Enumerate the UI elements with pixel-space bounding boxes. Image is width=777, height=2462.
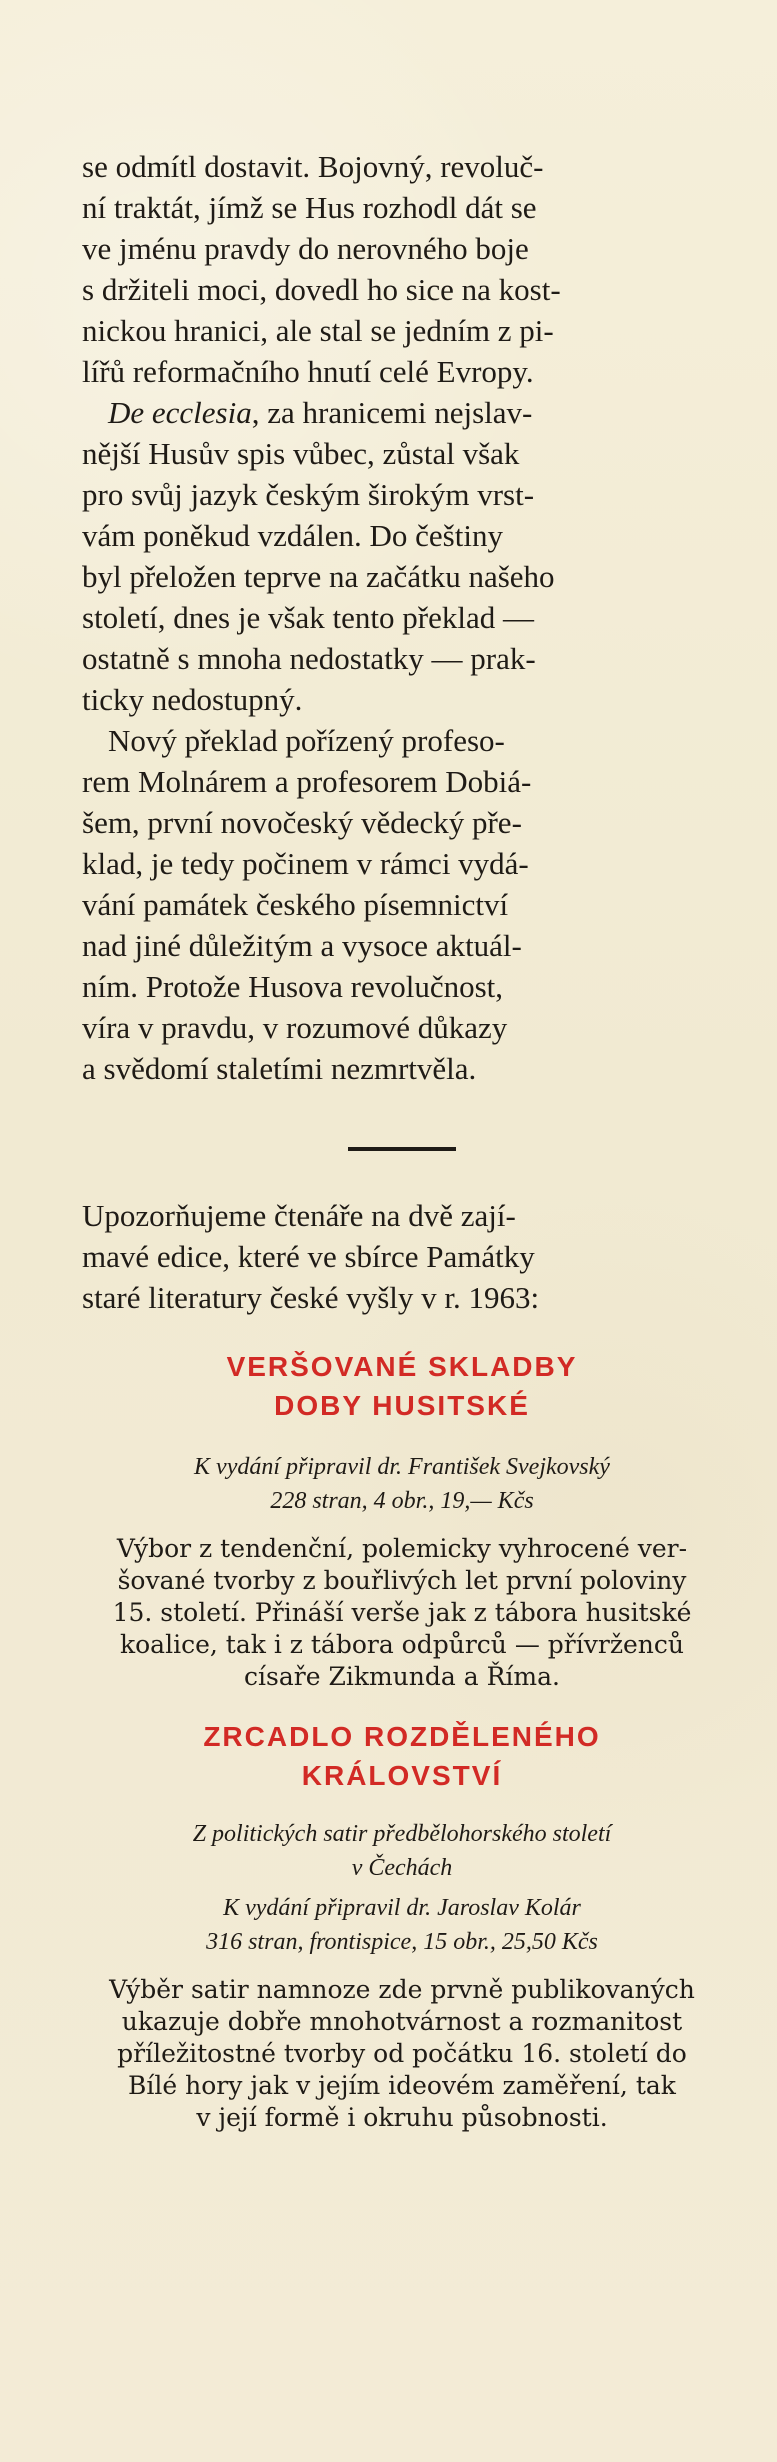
intro-line-2: mavé edice, které ve sbírce Památky <box>82 1239 535 1274</box>
paragraph-3-line-7: ním. Protože Husova revolučnost, <box>82 969 504 1004</box>
book-2-subtitle <box>82 1817 722 1885</box>
book-2-description-line-3: příležitostné tvorby od počátku 16. století do <box>117 2039 687 2068</box>
book-1-description-line-3: 15. století. Přináší verše jak z tábora husitské <box>112 1598 692 1627</box>
book-1-title <box>82 1347 722 1425</box>
book-1-meta-line-1: K vydání připravil dr. František Svejkovský <box>194 1454 610 1480</box>
book-2-description-line-1: Výběr satir namnoze zde prvně publikovaných <box>109 1975 695 2004</box>
paragraph-3-line-4: klad, je tedy počinem v rámci vydá- <box>82 846 529 881</box>
paragraph-2-line-5: byl přeložen teprve na začátku našeho <box>82 559 555 594</box>
book-1-description-line-4: koalice, tak i z tábora odpůrců — přívrženců <box>119 1630 684 1659</box>
paragraph-2-line-6: století, dnes je však tento překlad — <box>82 600 534 635</box>
section-divider <box>348 1147 456 1151</box>
paragraph-2-line-2: nější Husův spis vůbec, zůstal však <box>82 436 520 471</box>
book-2-description-line-4: Bílé hory jak v jejím ideovém zaměření, tak <box>128 2071 676 2100</box>
book-1-title-line-2: DOBY HUSITSKÉ <box>274 1390 530 1421</box>
paragraph-2-line-7: ostatně s mnoha nedostatky — prak- <box>82 641 536 676</box>
paragraph-2-line-8: ticky nedostupný. <box>82 682 303 717</box>
book-2-description-line-5: v její formě i okruhu působnosti. <box>196 2103 608 2132</box>
paragraph-3-line-1: Nový překlad pořízený profeso- <box>108 723 505 758</box>
paragraph-2-line-3: pro svůj jazyk českým širokým vrst- <box>82 477 535 512</box>
intro-paragraph <box>82 1195 722 1318</box>
paragraph-2-line-1: De ecclesia, za hranicemi nejslav- <box>108 395 533 430</box>
body-paragraph-3 <box>82 720 722 1089</box>
paragraph-1-line-3: ve jménu pravdy do nerovného boje <box>82 231 529 266</box>
paragraph-1-line-5: nickou hranici, ale stal se jedním z pi- <box>82 313 554 348</box>
book-2-title <box>82 1717 722 1795</box>
book-1-description <box>82 1533 722 1693</box>
book-2-subtitle-line-1: Z politických satir předbělohorského století <box>192 1821 612 1847</box>
paragraph-3-line-2: rem Molnárem a profesorem Dobiá- <box>82 764 532 799</box>
book-1-meta <box>82 1450 722 1518</box>
book-1-meta-line-2: 228 stran, 4 obr., 19,— Kčs <box>270 1488 534 1514</box>
book-2-title-line-1: ZRCADLO ROZDĚLENÉHO <box>203 1721 601 1752</box>
book-2-description <box>82 1974 722 2134</box>
body-paragraph-2 <box>82 392 722 720</box>
book-1-description-line-1: Výbor z tendenční, polemicky vyhrocené ver- <box>116 1534 688 1563</box>
book-2-meta-line-2: 316 stran, frontispice, 15 obr., 25,50 Kčs <box>206 1929 598 1955</box>
paragraph-3-line-9: a svědomí staletími nezmrtvěla. <box>82 1051 477 1086</box>
book-2-meta <box>82 1891 722 1959</box>
paragraph-2-line-4: vám poněkud vzdálen. Do češtiny <box>82 518 503 553</box>
book-1-title-line-1: VERŠOVANÉ SKLADBY <box>226 1351 578 1382</box>
book-2-subtitle-line-2: v Čechách <box>351 1855 453 1881</box>
book-entry-1 <box>82 1347 722 1693</box>
latin-title: De ecclesia <box>108 395 252 430</box>
book-2-description-line-2: ukazuje dobře mnohotvárnost a rozmanitost <box>121 2007 683 2036</box>
paragraph-1-line-4: s držiteli moci, dovedl ho sice na kost- <box>82 272 561 307</box>
body-paragraph-1 <box>82 146 722 392</box>
book-2-meta-line-1: K vydání připravil dr. Jaroslav Kolár <box>223 1895 581 1921</box>
paragraph-3-line-3: šem, první novočeský vědecký pře- <box>82 805 522 840</box>
intro-line-1: Upozorňujeme čtenáře na dvě zají- <box>82 1198 516 1233</box>
book-entry-2 <box>82 1717 722 2134</box>
paragraph-3-line-6: nad jiné důležitým a vysoce aktuál- <box>82 928 522 963</box>
paragraph-3-line-5: vání památek českého písemnictví <box>82 887 509 922</box>
book-1-description-line-5: císaře Zikmunda a Říma. <box>244 1662 560 1691</box>
paragraph-3-line-8: víra v pravdu, v rozumové důkazy <box>82 1010 508 1045</box>
intro-line-3: staré literatury české vyšly v r. 1963: <box>82 1280 540 1315</box>
paragraph-1-line-2: ní traktát, jímž se Hus rozhodl dát se <box>82 190 537 225</box>
paragraph-1-line-6: lířů reformačního hnutí celé Evropy. <box>82 354 534 389</box>
paragraph-1-line-1: se odmítl dostavit. Bojovný, revoluč- <box>82 149 544 184</box>
book-1-description-line-2: šované tvorby z bouřlivých let první poloviny <box>117 1566 687 1595</box>
text-column <box>82 146 722 2134</box>
book-2-title-line-2: KRÁLOVSTVÍ <box>301 1760 503 1791</box>
